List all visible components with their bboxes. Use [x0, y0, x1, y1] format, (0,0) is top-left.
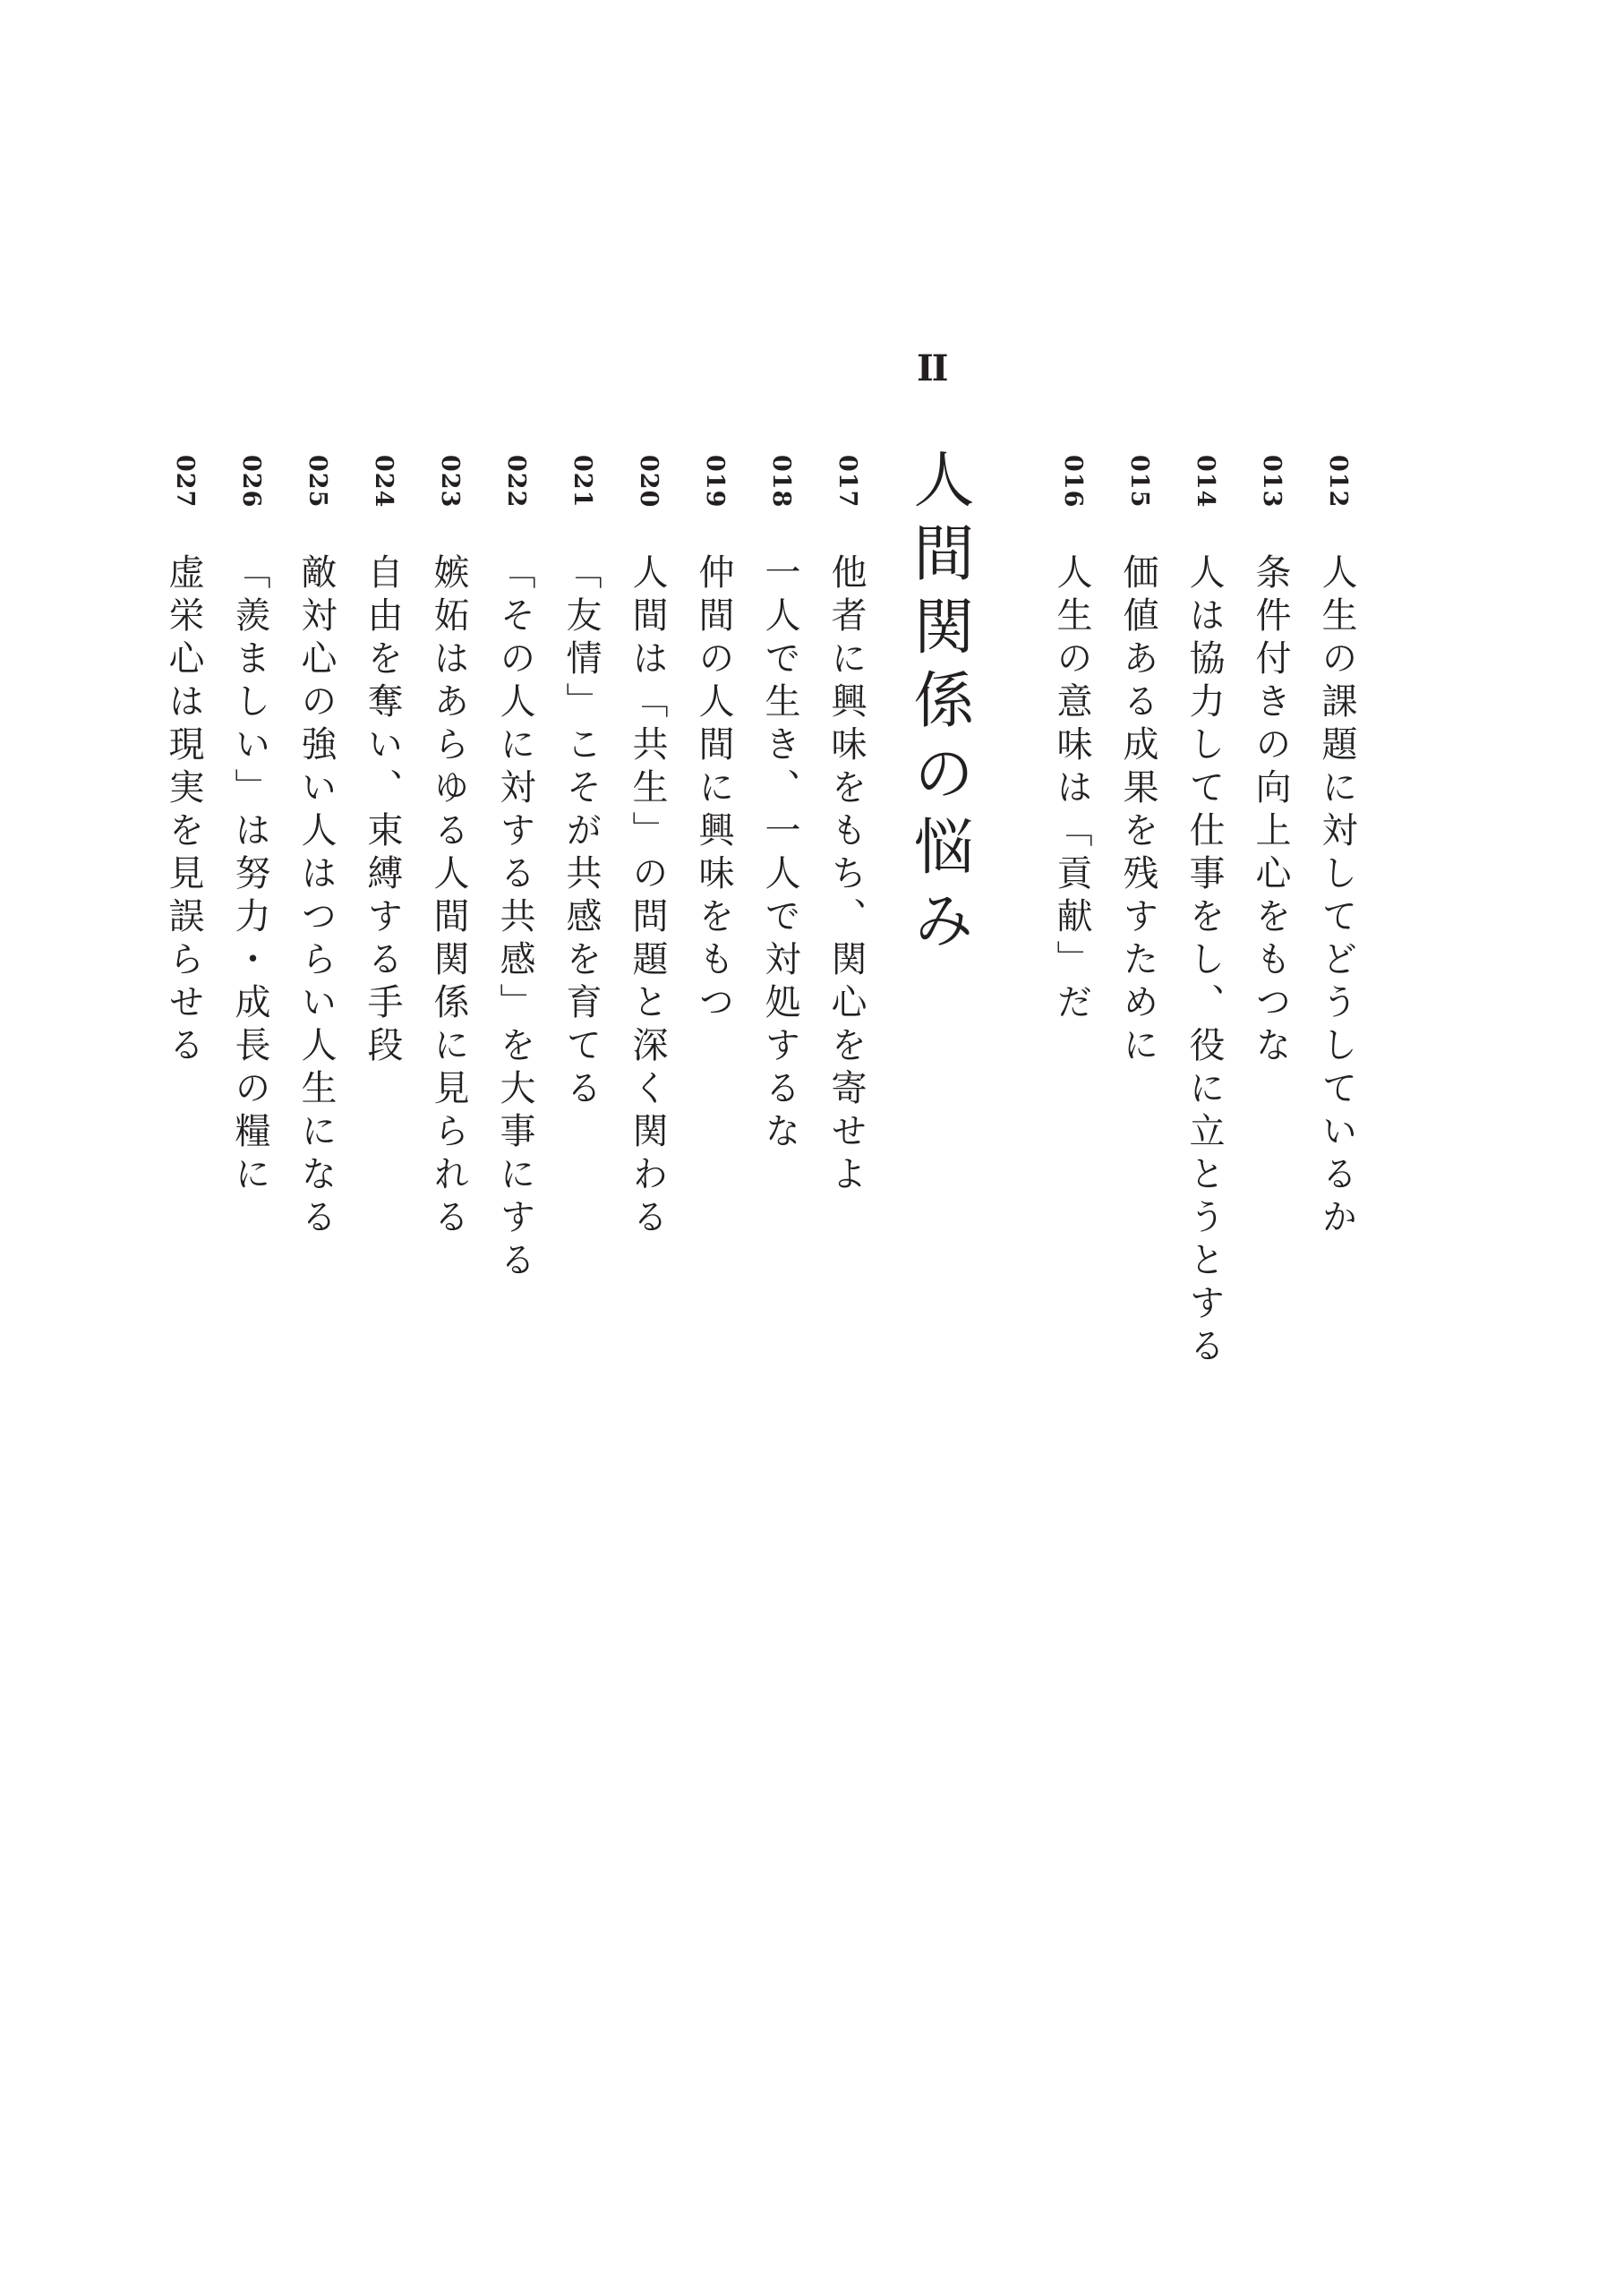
entry-title: 人生の課題に対してどうしているか [1316, 553, 1357, 1241]
entry-number: 018 [767, 455, 795, 509]
entry-title: 「その人に対する共感」を大事にする [494, 553, 535, 1284]
chapter-title: 人間関係の悩み [903, 448, 974, 962]
entry-number: 019 [701, 455, 729, 509]
entry-number: 014 [1192, 455, 1219, 509]
entry-title: 人生の意味は「貢献」だ [1051, 553, 1092, 1026]
entry-title: 「羨ましい」は努力・成長の糧に [229, 553, 270, 1198]
entry-title: 「友情」こそが共感を育てる [560, 553, 602, 1112]
entry-title: 虚栄心は現実を見誤らせる [163, 553, 204, 1069]
entry-title: 人は協力して仕事をし、役に立とうとする [1184, 553, 1225, 1370]
entry-number: 027 [171, 455, 199, 509]
entry-number: 023 [436, 455, 464, 509]
entry-number: 015 [1125, 455, 1153, 509]
entry-title: 自由を奪い、束縛する手段 [362, 553, 403, 1069]
entry-title: 敵対心の強い人はつらい人生になる [295, 553, 337, 1241]
entry-number: 012 [1324, 455, 1352, 509]
entry-title: 条件付きの向上心をもつな [1250, 553, 1291, 1069]
entry-number: 025 [303, 455, 331, 509]
entry-title: 仲間の人間に興味をもつ [693, 553, 734, 1026]
entry-number: 024 [370, 455, 397, 509]
entry-title: 嫉妬はあらゆる人間関係に見られる [428, 553, 469, 1241]
chapter-number: II [917, 347, 947, 389]
entry-number: 021 [568, 455, 596, 509]
entry-number: 016 [1059, 455, 1087, 509]
entry-number: 017 [833, 455, 861, 509]
entry-number: 020 [635, 455, 662, 509]
entry-title: 一人で生き、一人で対処するな [759, 553, 800, 1155]
entry-number: 022 [502, 455, 530, 509]
entry-title: 他者に興味をもち、関心を寄せよ [825, 553, 867, 1198]
entry-title: 人間は「共生」の問題と深く関わる [627, 553, 668, 1241]
entry-title: 価値ある成果を残すために [1117, 553, 1158, 1069]
entry-number: 026 [237, 455, 265, 509]
entry-number: 013 [1258, 455, 1286, 509]
